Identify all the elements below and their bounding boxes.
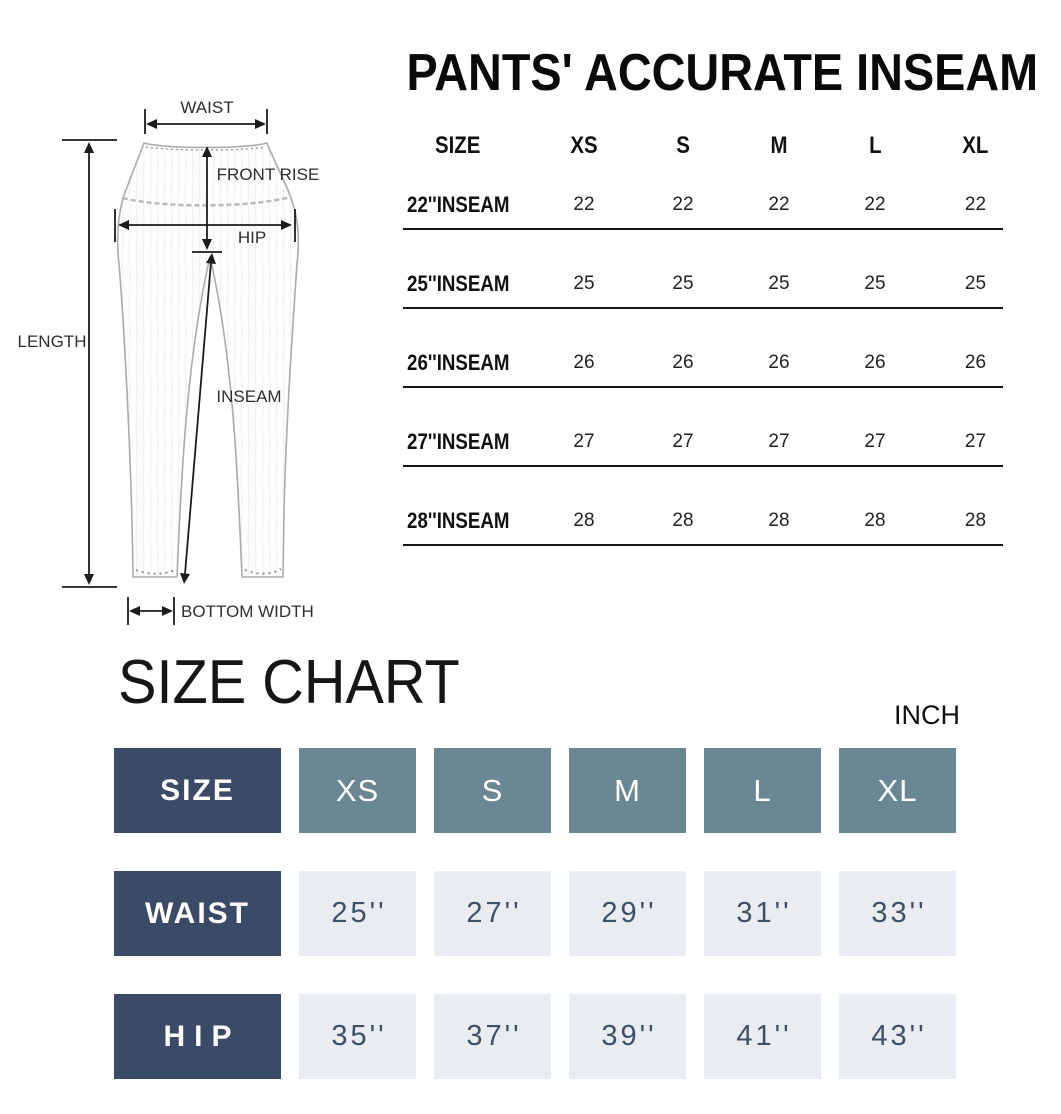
arrow-right-icon — [162, 606, 173, 616]
row-label-text: 22''INSEAM — [406, 192, 510, 217]
inseam-header-cell — [731, 132, 827, 160]
inseam-table — [383, 120, 1028, 570]
size-chart-table — [114, 748, 956, 1079]
inseam-row-label — [383, 508, 533, 534]
row-divider — [403, 465, 1003, 467]
header-l: L — [868, 132, 882, 159]
inseam-row — [383, 185, 1028, 225]
inseam-cell: 25 — [573, 273, 595, 294]
row-divider — [403, 544, 1003, 546]
header-size: SIZE — [435, 132, 481, 159]
inseam-row-label — [383, 429, 533, 455]
inseam-row-label — [383, 350, 533, 376]
inseam-cell: 25 — [864, 273, 886, 294]
arrow-right-icon — [255, 119, 266, 129]
inseam-header-cell — [827, 132, 923, 160]
unit-label: INCH — [894, 700, 960, 730]
row-divider — [403, 228, 1003, 230]
inseam-row — [383, 264, 1028, 304]
inseam-row-label — [383, 271, 533, 297]
inseam-cell: 25 — [672, 273, 694, 294]
inseam-label: INSEAM — [216, 387, 282, 406]
size-cell-m: M — [569, 748, 686, 833]
inseam-cell: 28 — [964, 510, 987, 531]
row-label-text: 28''INSEAM — [406, 508, 510, 533]
row-label-text: 27''INSEAM — [406, 429, 510, 454]
inseam-cell: 27 — [964, 431, 987, 452]
inseam-cell: 22 — [573, 194, 595, 215]
inseam-cell: 26 — [768, 352, 790, 373]
inseam-cell: 28 — [672, 510, 694, 531]
header-s: S — [676, 132, 690, 159]
header-xs: XS — [570, 132, 598, 159]
waist-label: WAIST — [180, 98, 234, 117]
hip-value-cell: 39'' — [569, 994, 686, 1079]
size-header-cell: SIZE — [114, 748, 281, 833]
inseam-header-cell — [383, 132, 533, 160]
waist-value-cell: 29'' — [569, 871, 686, 956]
waist-row-label: WAIST — [114, 871, 281, 956]
inseam-cell: 27 — [864, 431, 886, 452]
inseam-header-cell — [635, 132, 731, 160]
arrow-down-icon — [84, 574, 94, 585]
hip-value-cell: 43'' — [839, 994, 956, 1079]
front-rise-label: FRONT RISE — [216, 165, 320, 184]
header-m: M — [770, 132, 788, 159]
inseam-cell: 25 — [768, 273, 790, 294]
row-label-text: 25''INSEAM — [406, 271, 510, 296]
hip-value-cell: 41'' — [704, 994, 821, 1079]
inseam-row — [383, 501, 1028, 541]
inseam-row-label — [383, 192, 533, 218]
row-label-text: 26''INSEAM — [406, 350, 510, 375]
inseam-row — [383, 422, 1028, 462]
inseam-cell: 26 — [964, 352, 987, 373]
hip-value-cell: 37'' — [434, 994, 551, 1079]
arrow-up-icon — [84, 142, 94, 153]
page-title: PANTS' ACCURATE INSEAM — [406, 44, 1039, 102]
waist-value-cell: 25'' — [299, 871, 416, 956]
hip-value-cell: 35'' — [299, 994, 416, 1079]
hip-row-label: HIP — [114, 994, 281, 1079]
length-arrow — [62, 140, 117, 587]
waist-value-cell: 31'' — [704, 871, 821, 956]
arrow-left-icon — [129, 606, 140, 616]
bottom-width-label: BOTTOM WIDTH — [181, 602, 314, 621]
inseam-cell: 22 — [672, 194, 694, 215]
waist-value-cell: 27'' — [434, 871, 551, 956]
pants-outline — [118, 143, 299, 577]
inseam-cell: 22 — [768, 194, 790, 215]
size-cell-xs: XS — [299, 748, 416, 833]
inseam-cell: 22 — [864, 194, 886, 215]
size-cell-s: S — [434, 748, 551, 833]
header-xl: XL — [962, 132, 989, 159]
inseam-table-header — [383, 126, 1028, 166]
hip-label: HIP — [237, 228, 267, 247]
inseam-cell: 26 — [672, 352, 694, 373]
size-cell-xl: XL — [839, 748, 956, 833]
inseam-cell: 26 — [573, 352, 595, 373]
inseam-cell: 28 — [864, 510, 886, 531]
inseam-cell: 28 — [573, 510, 595, 531]
size-chart-heading: SIZE CHART — [118, 648, 460, 717]
waist-value-cell: 33'' — [839, 871, 956, 956]
row-divider — [403, 307, 1003, 309]
arrow-left-icon — [146, 119, 157, 129]
inseam-cell: 27 — [672, 431, 694, 452]
length-label: LENGTH — [17, 332, 87, 351]
pants-measurement-diagram — [0, 80, 380, 640]
inseam-header-cell — [533, 132, 635, 160]
inseam-cell: 25 — [964, 273, 987, 294]
arrow-down-icon — [180, 573, 190, 584]
row-divider — [403, 386, 1003, 388]
inseam-cell: 26 — [864, 352, 886, 373]
inseam-cell: 28 — [768, 510, 790, 531]
inseam-cell: 22 — [964, 194, 987, 215]
inseam-cell: 27 — [573, 431, 595, 452]
size-cell-l: L — [704, 748, 821, 833]
inseam-header-cell — [923, 132, 1028, 160]
inseam-row — [383, 343, 1028, 383]
inseam-cell: 27 — [768, 431, 790, 452]
